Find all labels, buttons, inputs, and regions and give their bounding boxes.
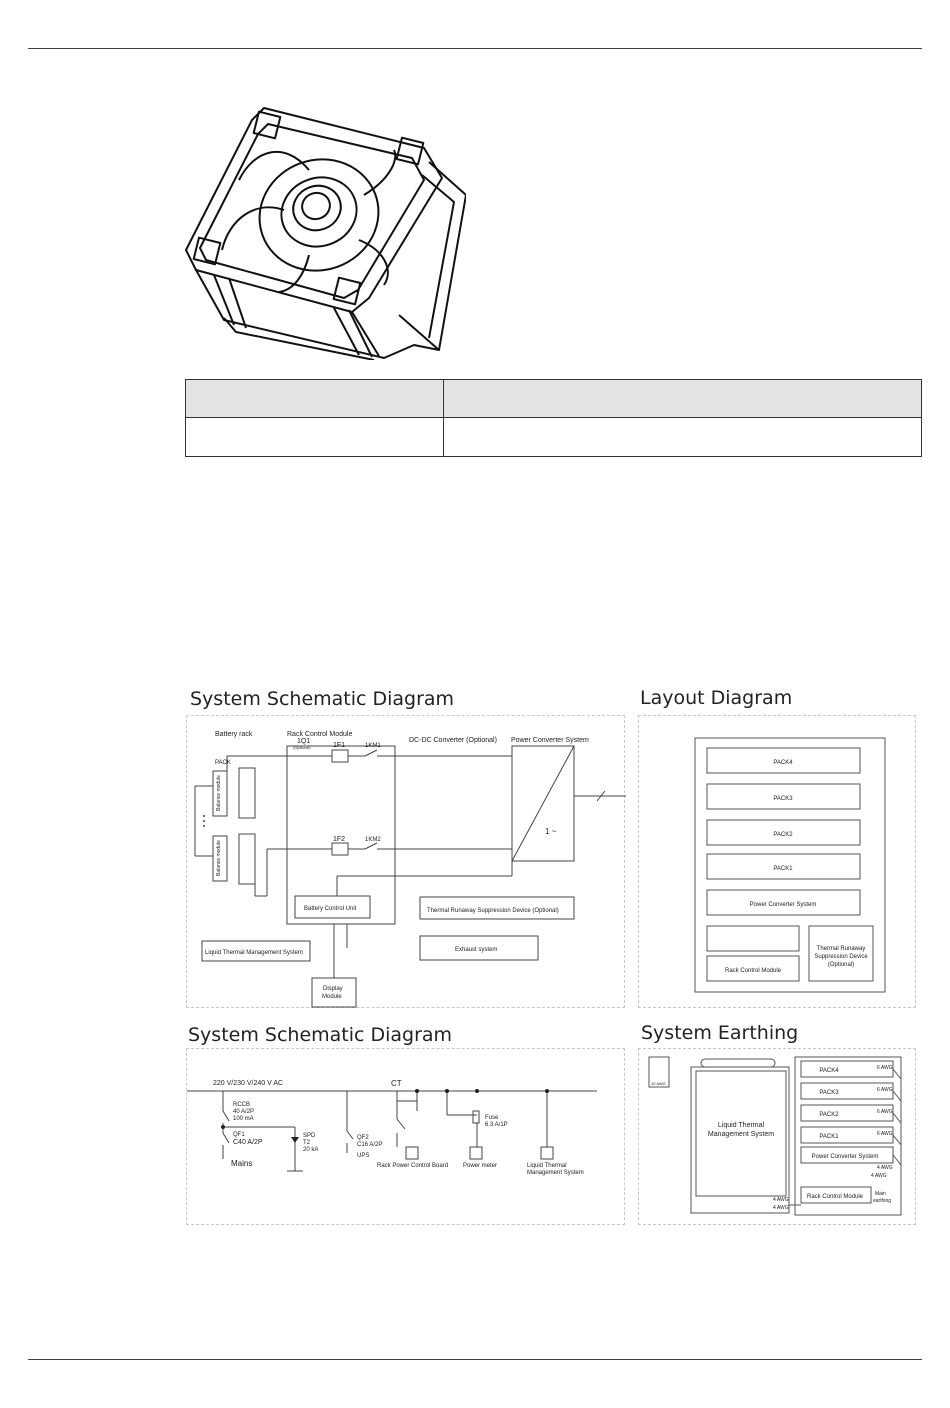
- label-spd-rating: 20 kA: [303, 1147, 319, 1153]
- layout-pcs: Power Converter System: [749, 902, 817, 908]
- label-spd: SPD: [303, 1133, 316, 1139]
- label-rack-power-control-board: Rack Power Control Board: [377, 1163, 449, 1169]
- label-ac-symbol: 1 ~: [545, 827, 557, 836]
- layout-trs-1: Thermal Runaway: [816, 946, 866, 952]
- label-1km2: 1KM2: [365, 837, 381, 843]
- table-header-cell: [444, 380, 922, 418]
- footer-rule: [28, 1359, 922, 1360]
- spec-table: [185, 379, 922, 457]
- table-header-cell: [186, 380, 444, 418]
- layout-panel: [638, 715, 916, 1008]
- layout-diagram: [639, 716, 917, 1009]
- label-balance-module-2: Balance module: [216, 840, 222, 876]
- label-optional-small: (Optional): [293, 745, 311, 750]
- earthing-title: System Earthing: [641, 1022, 799, 1044]
- label-pack: PACK: [215, 760, 231, 766]
- earthing-awg4-ltms: 4 AWG: [773, 1197, 789, 1203]
- table-row: [186, 418, 922, 457]
- label-liquid-tms: Liquid Thermal Management System: [205, 950, 303, 956]
- layout-title: Layout Diagram: [640, 687, 793, 709]
- label-display: Display: [323, 986, 343, 992]
- layout-pack4: PACK4: [773, 760, 793, 766]
- earthing-awg4-rcm: 4 AWG: [871, 1173, 887, 1179]
- schematic-bottom-panel: [186, 1048, 625, 1225]
- label-fuse-rating: 6.3 A/1P: [485, 1122, 508, 1128]
- earthing-awg6-pack1: 6 AWG: [877, 1131, 893, 1137]
- earthing-awg6-pack4: 6 AWG: [877, 1065, 893, 1071]
- label-exhaust: Exhaust system: [455, 947, 498, 953]
- label-dcdc: DC-DC Converter (Optional): [409, 737, 497, 744]
- schematic-top-panel: [186, 715, 625, 1008]
- earthing-pack4: PACK4: [819, 1068, 839, 1074]
- label-qf2: QF2: [357, 1135, 369, 1141]
- earthing-pcs: Power Converter System: [811, 1154, 879, 1160]
- label-rccb-trip: 100 mA: [233, 1116, 254, 1122]
- label-power-meter: Power meter: [463, 1163, 498, 1169]
- schematic-bottom-title: System Schematic Diagram: [188, 1024, 453, 1046]
- label-rccb-rating: 40 A/2P: [233, 1109, 255, 1115]
- earthing-diagram: [639, 1049, 917, 1226]
- label-thermal-runaway: Thermal Runaway Suppression Device (Optional): [427, 908, 559, 914]
- earthing-pack2: PACK2: [819, 1112, 839, 1118]
- table-header-row: [186, 380, 922, 418]
- layout-trs-2: Suppression Device: [814, 954, 868, 960]
- label-rack-control-module: Rack Control Module: [287, 731, 353, 738]
- earthing-panel: [638, 1048, 916, 1225]
- layout-pack3: PACK3: [773, 796, 793, 802]
- label-qf2-rating: C16 A/2P: [357, 1142, 383, 1148]
- earthing-awg6-pack2: 6 AWG: [877, 1109, 893, 1115]
- earthing-pack3: PACK3: [819, 1090, 839, 1096]
- label-balance-module-1: Balance module: [216, 775, 222, 811]
- label-ac-input: 220 V/230 V/240 V AC: [213, 1080, 284, 1087]
- label-1f2: 1F2: [333, 836, 346, 843]
- cooling-fan-illustration: [184, 100, 466, 360]
- earthing-awg6-pack3: 6 AWG: [877, 1087, 893, 1093]
- label-qf1-rating: C40 A/2P: [233, 1139, 263, 1146]
- header-rule: [28, 48, 922, 49]
- label-ltms-1: Liquid Thermal: [527, 1163, 567, 1169]
- label-1q1: 1Q1: [297, 738, 311, 745]
- label-ups: UPS: [357, 1153, 370, 1159]
- earthing-ltms-2: Management System: [707, 1131, 775, 1138]
- label-bcu: Battery Control Unit: [304, 906, 357, 912]
- earthing-awg10: 10 AWG: [651, 1081, 666, 1086]
- label-battery-rack: Battery rack: [215, 731, 253, 738]
- label-module: Module: [322, 994, 342, 1000]
- layout-pack2: PACK2: [773, 832, 793, 838]
- schematic-bottom-diagram: [187, 1049, 626, 1226]
- layout-rcm: Rack Control Module: [724, 968, 782, 974]
- earthing-ltms-1: Liquid Thermal: [717, 1122, 765, 1129]
- table-cell: [186, 418, 444, 457]
- table-cell: [444, 418, 922, 457]
- label-ltms-2: Management System: [527, 1170, 584, 1176]
- earthing-main-2: earthing: [873, 1198, 892, 1204]
- layout-trs-3: (Optional): [827, 962, 855, 968]
- label-mains: Mains: [231, 1159, 253, 1168]
- label-1f1: 1F1: [333, 742, 346, 749]
- earthing-pack1: PACK1: [819, 1134, 839, 1140]
- label-ct: CT: [391, 1079, 402, 1088]
- label-1km1: 1KM1: [365, 743, 381, 749]
- layout-pack1: PACK1: [773, 866, 793, 872]
- earthing-main-1: Main: [875, 1191, 886, 1197]
- earthing-rcm: Rack Control Module: [806, 1194, 864, 1200]
- schematic-top-title: System Schematic Diagram: [190, 688, 455, 710]
- label-qf1: QF1: [233, 1132, 245, 1138]
- schematic-top-diagram: [187, 716, 626, 1009]
- earthing-awg4-pcs: 4 AWG: [877, 1165, 893, 1171]
- earthing-awg4-main: 4 AWG: [773, 1205, 789, 1211]
- label-spd-type: T2: [303, 1140, 311, 1146]
- label-pcs: Power Converter System: [511, 737, 589, 744]
- label-rccb: RCCB: [233, 1102, 251, 1108]
- label-fuse: Fuse: [485, 1115, 499, 1121]
